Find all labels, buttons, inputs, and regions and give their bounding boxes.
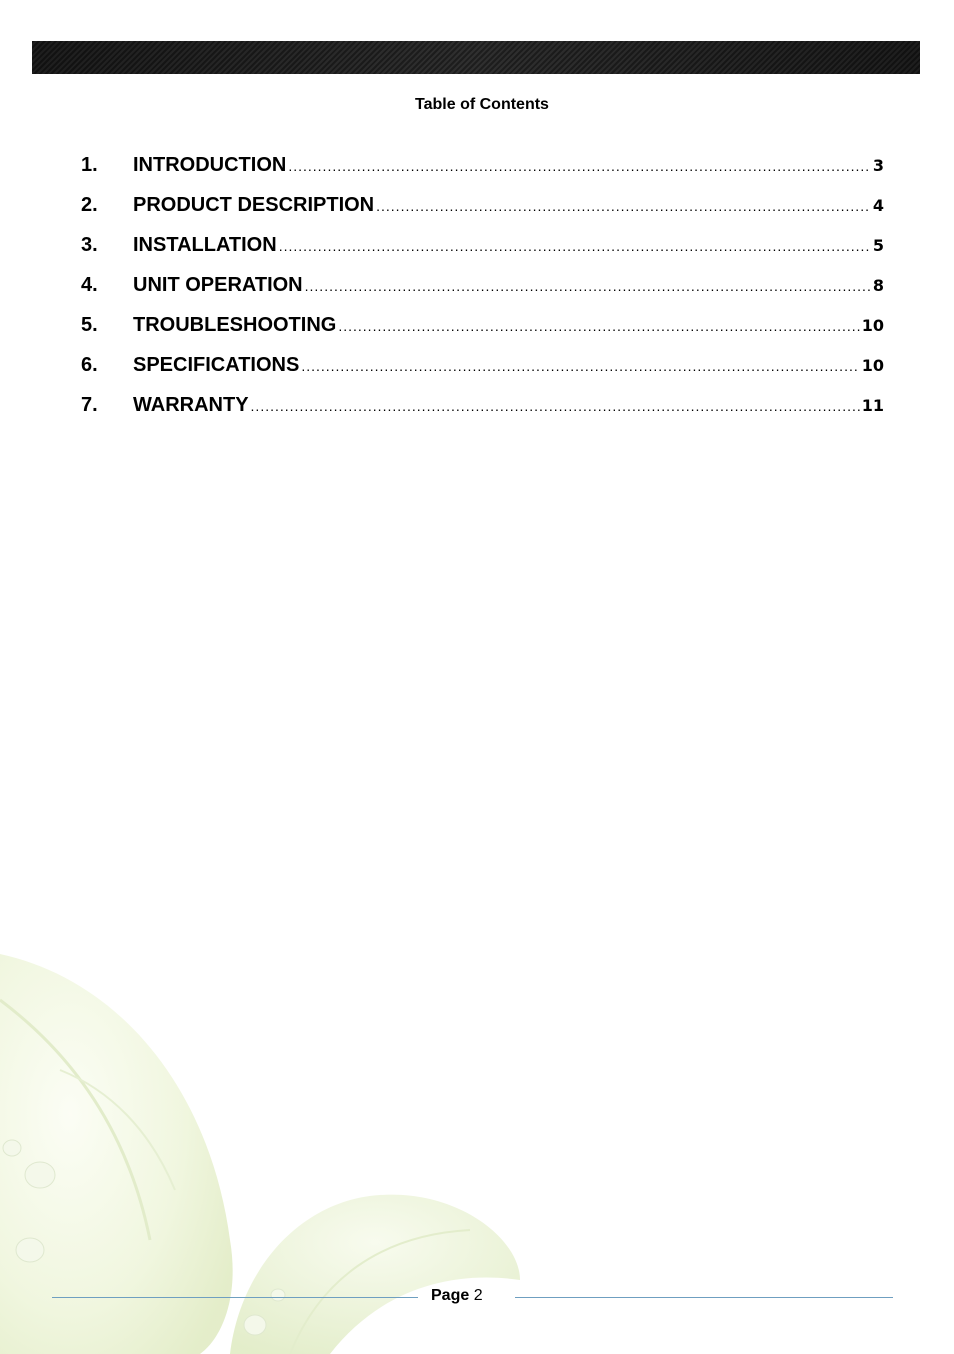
toc-entry-label: SPECIFICATIONS — [133, 354, 300, 376]
toc-entry-warranty[interactable] — [81, 392, 884, 432]
footer-rule-right — [515, 1297, 893, 1298]
toc-entry-number: 6. — [81, 354, 98, 376]
toc-entry-label: UNIT OPERATION — [133, 274, 303, 296]
toc-entry-page: 11 — [861, 396, 884, 415]
toc-dot-leader — [376, 193, 871, 219]
toc-dot-leader — [305, 273, 871, 299]
toc-entry-label: INTRODUCTION — [133, 154, 287, 176]
toc-entry-number: 7. — [81, 394, 98, 416]
toc-entry-specifications[interactable] — [81, 352, 884, 392]
toc-entry-label: INSTALLATION — [133, 234, 277, 256]
toc-entry-troubleshooting[interactable] — [81, 312, 884, 352]
toc-entry-page: 10 — [861, 316, 884, 335]
toc-entry-label: PRODUCT DESCRIPTION — [133, 194, 375, 216]
toc-entry-label: TROUBLESHOOTING — [133, 314, 337, 336]
toc-entry-page: 8 — [872, 276, 884, 295]
toc-entry-page: 5 — [872, 236, 884, 255]
toc-entry-number: 2. — [81, 194, 98, 216]
footer-page-number — [431, 1287, 483, 1305]
toc-entry-page: 10 — [861, 356, 884, 375]
footer-rule-left — [52, 1297, 418, 1298]
footer-page-label: Page — [431, 1287, 470, 1304]
toc-dot-leader — [251, 393, 860, 419]
toc-entry-label: WARRANTY — [133, 394, 249, 416]
toc-entry-number: 3. — [81, 234, 98, 256]
toc-entry-installation[interactable] — [81, 232, 884, 272]
toc-entry-page: 4 — [872, 196, 884, 215]
toc-entry-introduction[interactable] — [81, 152, 884, 192]
toc-dot-leader — [338, 313, 859, 339]
toc-list — [81, 152, 884, 432]
toc-entry-number: 5. — [81, 314, 98, 336]
toc-entry-product-description[interactable] — [81, 192, 884, 232]
toc-entry-page: 3 — [872, 156, 884, 175]
toc-entry-unit-operation[interactable] — [81, 272, 884, 312]
toc-entry-number: 4. — [81, 274, 98, 296]
footer-page-value: 2 — [473, 1287, 483, 1304]
toc-title: Table of Contents — [415, 96, 549, 113]
toc-dot-leader — [288, 153, 871, 179]
toc-dot-leader — [279, 233, 871, 259]
toc-entry-number: 1. — [81, 154, 98, 176]
toc-dot-leader — [301, 353, 859, 379]
header-band — [32, 41, 920, 74]
